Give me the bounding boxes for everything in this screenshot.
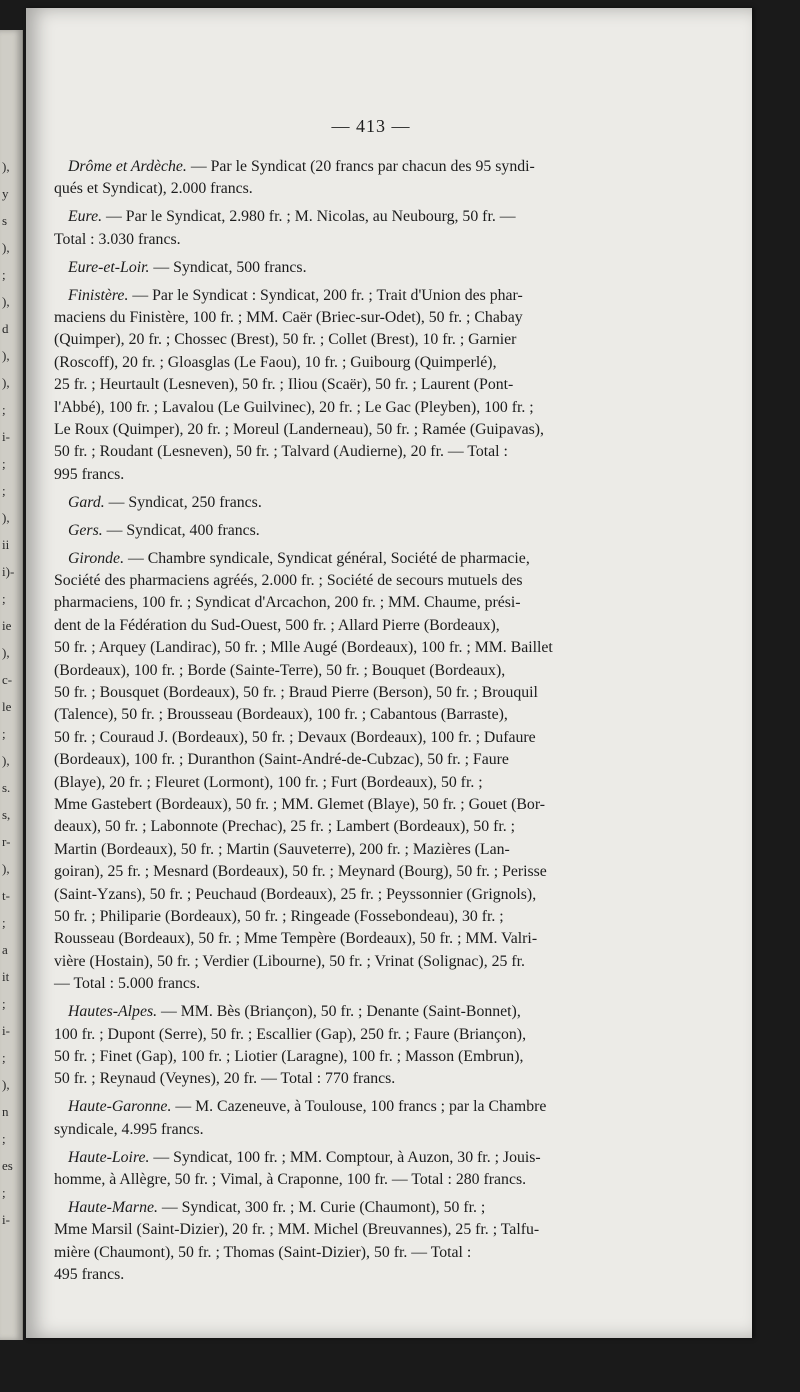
entry-text: 50 fr. ; Philiparie (Bordeaux), 50 fr. ; Ringeade (Fossebondeau), 30 fr. ; (54, 908, 504, 925)
margin-fragment: ; (2, 915, 6, 930)
entry-line (54, 329, 664, 351)
entry-text: 50 fr. ; Finet (Gap), 100 fr. ; Liotier (Laragne), 100 fr. ; Masson (Embrun), (54, 1047, 524, 1065)
entry-text: — Syndicat, 250 francs. (108, 493, 262, 511)
entry-text: (Bordeaux), 100 fr. ; Borde (Sainte-Terre), 50 fr. ; Bouquet (Bordeaux), (54, 661, 506, 679)
entry-line (54, 492, 664, 514)
entry-text: Société des pharmaciens agréés, 2.000 fr. ; Société de secours mutuels des (54, 571, 523, 589)
margin-fragment: ), (2, 645, 10, 660)
entry-line (54, 464, 664, 486)
entry-heading: Haute-Marne. (68, 1198, 158, 1216)
margin-fragment: ), (2, 1077, 10, 1092)
entry (54, 548, 664, 996)
margin-fragment: a (2, 942, 8, 957)
entry-line (54, 1068, 664, 1090)
entry-text: — Syndicat, 300 fr. ; M. Curie (Chaumont), 50 fr. ; (161, 1198, 486, 1216)
entry-heading: Gironde. (68, 549, 125, 567)
margin-fragment: i)- (2, 564, 15, 579)
entry-text: — Par le Syndicat : Syndicat, 200 fr. ; Trait d'Union des phar- (132, 286, 523, 304)
entry-line (54, 307, 664, 329)
entry-line (54, 229, 664, 251)
margin-fragment: y (2, 186, 9, 201)
entry-text: homme, à Allègre, 50 fr. ; Vimal, à Craponne, 100 fr. — Total : 280 francs. (54, 1170, 527, 1188)
entry-text: 25 fr. ; Heurtault (Lesneven), 50 fr. ; Iliou (Scaër), 50 fr. ; Laurent (Pont- (54, 376, 514, 394)
entry-line (54, 257, 664, 279)
entry (54, 520, 664, 542)
entry-text: maciens du Finistère, 100 fr. ; MM. Caër (Briec-sur-Odet), 50 fr. ; Chabay (54, 308, 523, 326)
margin-fragment: ), (2, 240, 10, 255)
margin-fragment: ), (2, 861, 10, 876)
margin-fragment: ii (2, 537, 10, 552)
entry-line (54, 1001, 664, 1023)
margin-fragment: ), (2, 753, 10, 768)
entry-line (54, 704, 664, 726)
entry-line (54, 1119, 664, 1141)
entry-text: dent de la Fédération du Sud-Ouest, 500 fr. ; Allard Pierre (Bordeaux), (54, 616, 500, 634)
entry-line (54, 520, 664, 542)
entry-heading: Drôme et Ardèche. (68, 158, 187, 175)
entry-text: deaux), 50 fr. ; Labonnote (Prechac), 25 fr. ; Lambert (Bordeaux), 50 fr. ; (54, 818, 516, 836)
margin-fragment: i- (2, 1023, 10, 1038)
entry-line (54, 1169, 664, 1191)
entry-line (54, 660, 664, 682)
page-number: — 413 — (331, 116, 411, 136)
margin-fragment: it (2, 969, 10, 984)
entry-line (54, 592, 664, 614)
page-body (54, 156, 664, 1292)
entry-line (54, 1242, 664, 1264)
entry-line (54, 973, 664, 995)
entry-line (54, 178, 664, 200)
entry (54, 1197, 664, 1287)
book-page (26, 8, 752, 1338)
entry-line (54, 884, 664, 906)
margin-fragment: ), (2, 375, 10, 390)
entry-line (54, 727, 664, 749)
margin-fragment: r- (2, 834, 11, 849)
entry-text: mière (Chaumont), 50 fr. ; Thomas (Saint-Dizier), 50 fr. — Total : (54, 1243, 472, 1261)
entry-line (54, 1024, 664, 1046)
entry-text: (Talence), 50 fr. ; Brousseau (Bordeaux), 100 fr. ; Cabantous (Barraste), (54, 706, 508, 724)
entry-line (54, 441, 664, 463)
entry-text: (Bordeaux), 100 fr. ; Duranthon (Saint-André-de-Cubzac), 50 fr. ; Faure (54, 751, 509, 769)
entry-text: — M. Cazeneuve, à Toulouse, 100 francs ; par la Chambre (175, 1098, 547, 1116)
entry-text: 50 fr. ; Reynaud (Veynes), 20 fr. — Total : 770 francs. (54, 1070, 396, 1088)
entry-line (54, 839, 664, 861)
entry-text: Martin (Bordeaux), 50 fr. ; Martin (Sauveterre), 200 fr. ; Mazières (Lan- (54, 840, 510, 858)
entry-line (54, 951, 664, 973)
entry-text: pharmaciens, 100 fr. ; Syndicat d'Arcachon, 200 fr. ; MM. Chaume, prési- (54, 594, 521, 612)
margin-fragment: ; (2, 267, 6, 282)
margin-fragment: ), (2, 159, 10, 174)
entry-text: — Par le Syndicat (20 francs par chacun des 95 syndi- (190, 158, 535, 175)
entry-text: (Roscoff), 20 fr. ; Gloasglas (Le Faou), 10 fr. ; Guibourg (Quimperlé), (54, 353, 497, 371)
entry-text: — Syndicat, 500 francs. (153, 258, 307, 276)
margin-fragment: ; (2, 402, 6, 417)
entry-line (54, 772, 664, 794)
adjacent-page-edge (0, 30, 23, 1340)
margin-fragment: s (2, 213, 8, 228)
entry (54, 1147, 664, 1192)
entry-line (54, 749, 664, 771)
entry (54, 285, 664, 487)
margin-fragment: ie (2, 618, 12, 633)
entry-line (54, 615, 664, 637)
entry-line (54, 861, 664, 883)
entry-text: 50 fr. ; Bousquet (Bordeaux), 50 fr. ; Braud Pierre (Berson), 50 fr. ; Brouquil (54, 683, 538, 701)
margin-fragment: i- (2, 429, 10, 444)
entry-text: — Chambre syndicale, Syndicat général, Société de pharmacie, (127, 549, 530, 567)
entry-text: (Quimper), 20 fr. ; Chossec (Brest), 50 fr. ; Collet (Brest), 10 fr. ; Garnier (54, 331, 517, 349)
margin-fragment: i- (2, 1212, 10, 1227)
margin-fragment: ; (2, 1050, 6, 1065)
entry-text: (Blaye), 20 fr. ; Fleuret (Lormont), 100 fr. ; Furt (Bordeaux), 50 fr. ; (54, 773, 483, 791)
entry-line (54, 374, 664, 396)
margin-fragment: c- (2, 672, 13, 687)
entry-heading: Haute-Loire. (68, 1148, 150, 1166)
entry-text: 50 fr. ; Couraud J. (Bordeaux), 50 fr. ; Devaux (Bordeaux), 100 fr. ; Dufaure (54, 728, 536, 746)
entry-text: Total : 3.030 francs. (54, 230, 181, 248)
entry (54, 1001, 664, 1091)
entry-line (54, 1147, 664, 1169)
entry (54, 257, 664, 279)
entry-heading: Finistère. (68, 286, 129, 304)
entry-heading: Gers. (68, 521, 103, 539)
margin-fragment: ; (2, 1131, 6, 1146)
entry-heading: Haute-Garonne. (68, 1098, 172, 1116)
entry-heading: Hautes-Alpes. (68, 1003, 158, 1021)
entry (54, 206, 664, 251)
entry-text: — Syndicat, 100 fr. ; MM. Comptour, à Auzon, 30 fr. ; Jouis- (153, 1148, 541, 1166)
margin-fragment: ), (2, 294, 10, 309)
entry-text: qués et Syndicat), 2.000 francs. (54, 180, 253, 198)
entry-text: Le Roux (Quimper), 20 fr. ; Moreul (Landerneau), 50 fr. ; Ramée (Guipavas), (54, 420, 544, 438)
entry-text: — Syndicat, 400 francs. (106, 521, 260, 539)
margin-fragment: ), (2, 348, 10, 363)
entry-text: vière (Hostain), 50 fr. ; Verdier (Libourne), 50 fr. ; Vrinat (Solignac), 25 fr. (54, 952, 525, 970)
entry-text: Mme Gastebert (Bordeaux), 50 fr. ; MM. Glemet (Blaye), 50 fr. ; Gouet (Bor- (54, 795, 546, 813)
entry-text: 995 francs. (54, 465, 125, 483)
entry-line (54, 794, 664, 816)
margin-fragment: es (2, 1158, 13, 1173)
entry-text: syndicale, 4.995 francs. (54, 1120, 204, 1138)
entry-heading: Eure-et-Loir. (68, 258, 150, 276)
entry-line (54, 816, 664, 838)
entry-text: — MM. Bès (Briançon), 50 fr. ; Denante (Saint-Bonnet), (161, 1003, 521, 1021)
entry-line (54, 637, 664, 659)
entry-line (54, 1046, 664, 1068)
entry-line (54, 570, 664, 592)
margin-fragment: t- (2, 888, 10, 903)
entry (54, 492, 664, 514)
entry-line (54, 352, 664, 374)
margin-fragment: s, (2, 807, 11, 822)
margin-fragment: ; (2, 483, 6, 498)
entry-line (54, 928, 664, 950)
margin-fragment: ; (2, 591, 6, 606)
margin-fragment: n (2, 1104, 9, 1119)
entry-line (54, 156, 664, 178)
entry-line (54, 682, 664, 704)
margin-fragment: ; (2, 456, 6, 471)
margin-fragment: ; (2, 1185, 6, 1200)
margin-fragment: ; (2, 726, 6, 741)
entry-line (54, 1219, 664, 1241)
margin-fragment: s. (2, 780, 11, 795)
margin-fragment: le (2, 699, 12, 714)
margin-fragment: ), (2, 510, 10, 525)
entry-line (54, 206, 664, 228)
entry-text: l'Abbé), 100 fr. ; Lavalou (Le Guilvinec), 20 fr. ; Le Gac (Pleyben), 100 fr. ; (54, 398, 534, 416)
entry-line (54, 1096, 664, 1118)
entry-line (54, 1264, 664, 1286)
entry-heading: Gard. (68, 493, 105, 511)
entry-text: Rousseau (Bordeaux), 50 fr. ; Mme Tempère (Bordeaux), 50 fr. ; MM. Valri- (54, 930, 538, 948)
entry (54, 1096, 664, 1141)
margin-fragment: ; (2, 996, 6, 1011)
entry-text: goiran), 25 fr. ; Mesnard (Bordeaux), 50 fr. ; Meynard (Bourg), 50 fr. ; Perisse (54, 863, 547, 881)
entry-heading: Eure. (68, 208, 103, 226)
entry-text: — Par le Syndicat, 2.980 fr. ; M. Nicolas, au Neubourg, 50 fr. — (106, 208, 516, 226)
entry-line (54, 548, 664, 570)
entry-text: (Saint-Yzans), 50 fr. ; Peuchaud (Bordeaux), 25 fr. ; Peyssonnier (Grignols), (54, 885, 537, 903)
entry-text: Mme Marsil (Saint-Dizier), 20 fr. ; MM. Michel (Breuvannes), 25 fr. ; Talfu- (54, 1221, 540, 1239)
entry-line (54, 906, 664, 928)
entry-line (54, 1197, 664, 1219)
entry-line (54, 285, 664, 307)
entry-text: — Total : 5.000 francs. (54, 975, 201, 993)
entry-text: 50 fr. ; Arquey (Landirac), 50 fr. ; Mlle Augé (Bordeaux), 100 fr. ; MM. Baillet (54, 639, 553, 657)
entry-text: 100 fr. ; Dupont (Serre), 50 fr. ; Escallier (Gap), 250 fr. ; Faure (Briançon), (54, 1025, 527, 1043)
entry (54, 156, 664, 201)
entry-text: 50 fr. ; Roudant (Lesneven), 50 fr. ; Talvard (Audierne), 20 fr. — Total : (54, 443, 508, 461)
entry-text: 495 francs. (54, 1266, 125, 1284)
entry-line (54, 397, 664, 419)
entry-line (54, 419, 664, 441)
margin-fragment: d (2, 321, 9, 336)
